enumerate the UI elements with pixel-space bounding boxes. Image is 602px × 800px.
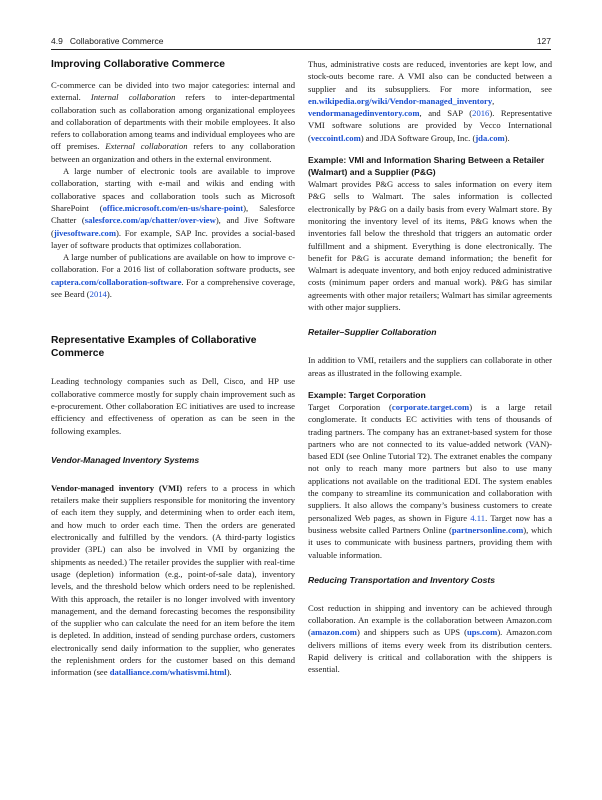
figure-reference-4-11[interactable]: 4.11 xyxy=(470,512,486,523)
left-column xyxy=(51,58,295,679)
spacer xyxy=(308,347,552,354)
heading-reducing-transportation: Reducing Transportation and Inventory Costs xyxy=(308,574,496,585)
text: ), and Jive Software ( xyxy=(51,215,295,238)
text: ). Representative VMI software solutions are provided by Vecco International ( xyxy=(308,108,552,143)
paragraph-vmi-definition xyxy=(51,482,295,679)
term-vmi: Vendor-managed inventory (VMI) xyxy=(51,482,183,493)
text: refers to any collaboration between an organization and others in the external environment. xyxy=(51,141,295,164)
text: ) and shippers such as UPS ( xyxy=(356,627,467,638)
link-vendormanagedinventory[interactable]: vendormanagedinventory.com xyxy=(308,108,420,119)
heading-example-walmart-pg: Example: VMI and Information Sharing Between a Retailer (Walmart) and a Supplier (P&G) xyxy=(308,155,545,178)
link-ups[interactable]: ups.com xyxy=(466,627,498,638)
heading-representative-examples: Representative Examples of Collaborative Commerce xyxy=(51,335,257,360)
right-column xyxy=(308,58,552,676)
paragraph-retailer-supplier: In addition to VMI, retailers and the suppliers can collaborate in other areas as illustrated in the following example. xyxy=(308,355,552,378)
text: Target Corporation ( xyxy=(308,401,392,412)
spacer xyxy=(51,475,295,482)
text: , xyxy=(492,95,495,106)
paragraph-cost-reduction xyxy=(308,602,552,676)
header-section-title: 4.9 Collaborative Commerce xyxy=(51,36,164,46)
text: A large number of publications are available on how to improve c-collaboration. For a 2016 list of collaboration software products, see xyxy=(51,252,295,275)
paragraph-electronic-tools xyxy=(51,165,295,251)
spacer xyxy=(308,313,552,326)
link-corporate-target[interactable]: corporate.target.com xyxy=(391,401,470,412)
link-jive-software[interactable]: jivesoftware.com xyxy=(53,227,116,238)
link-partnersonline[interactable]: partnersonline.com xyxy=(451,524,524,535)
paragraph-walmart-pg: Walmart provides P&G access to sales information on every item P&G sells to Walmart. The sales information is collected electronically by P&G on a daily basis from every Walmart store. By monitoring the inventory level of its items, P&G knows when the inventories fall below the threshold that triggers an automatic order fulfillment and a shipment. Everything is done electronically. The benefit for P&G is accurate demand information; the benefit for Walmart is adequate inventory, and both enjoy reduced administrative costs (minimum paper orders and manual work). P&G has similar agreements with other major retailers; Walmart has similar agreements with other major suppliers. xyxy=(308,179,552,313)
text: refers to inter-departmental collaboration such as collaboration among organizational employees and collaboration of departments with their mobile employees. It also refers to collaboration among teams and individual employees who are off premises. xyxy=(51,92,296,152)
citation-beard-2014[interactable]: 2014 xyxy=(89,289,107,300)
text: Thus, administrative costs are reduced, inventories are kept low, and stock-outs become rare. A VMI also can be conducted between a supplier and its subsuppliers. For more information, see xyxy=(308,59,552,94)
text: ). xyxy=(226,667,232,678)
text: refers to a process in which retailers make their suppliers responsible for monitoring the inventory of each item they supply, and determining when to order each item, and how much to order each time. Then the orders are generated electronically and fulfilled by the vendors. (A third-party logistics provider (3PL) can also be involved in VMI by organizing the shipments as needed.) The retailer provides the supplier with real-time usage (depletion) information (e.g., point-of-sale data), inventory levels, and the threshold below which orders need to be replenished. With this approach, the retailer is no longer involved with inventory management, and the demand forecasting becomes the responsibility of the supplier who can calculate the need for an item before the item is depleted. In addition, instead of sending purchase orders, customers electronically send daily information to the supplier, who generates the replenishment orders for the customer based on this demand information (see xyxy=(51,482,295,678)
header-page-number: 127 xyxy=(536,36,551,46)
link-sharepoint[interactable]: office.microsoft.com/en-us/share-point xyxy=(102,202,244,213)
text: C-commerce can be divided into two major categories: internal and external. xyxy=(51,80,295,103)
spacer xyxy=(51,368,295,375)
text: ), which it uses to communicate with business partners, providing them with valuable information. xyxy=(308,524,552,560)
link-captera[interactable]: captera.com/collaboration-software xyxy=(51,276,182,287)
paragraph-vmi-benefits xyxy=(308,58,552,144)
paragraph-c-commerce-categories xyxy=(51,79,295,165)
text: Cost reduction in shipping and inventory can be achieved through collaboration. An example is the collaboration between Amazon.com ( xyxy=(308,602,552,638)
paragraph-target xyxy=(308,401,552,561)
term-external-collaboration: External collaboration xyxy=(105,141,188,152)
running-header xyxy=(51,36,551,48)
text: . Target now has a business website called Partners Online ( xyxy=(308,512,553,535)
spacer xyxy=(308,144,552,154)
citation-sap-2016[interactable]: 2016 xyxy=(472,108,490,119)
spacer xyxy=(308,379,552,389)
spacer xyxy=(51,300,295,334)
link-salesforce-chatter[interactable]: salesforce.com/ap/chatter/over-view xyxy=(84,215,216,226)
link-wikipedia-vmi[interactable]: en.wikipedia.org/wiki/Vendor-managed_inventory xyxy=(308,95,493,106)
text: . For a comprehensive coverage, see Beard ( xyxy=(51,276,295,300)
spacer xyxy=(51,437,295,454)
text: A large number of electronic tools are available to improve collaboration, starting with e-mail and wikis and ending with collaborative spaces and collaboration tools such as Microsoft SharePoint ( xyxy=(51,166,295,213)
link-amazon[interactable]: amazon.com xyxy=(310,627,357,638)
heading-vendor-managed-inventory: Vendor-Managed Inventory Systems xyxy=(51,454,200,465)
heading-retailer-supplier-collaboration: Retailer–Supplier Collaboration xyxy=(308,327,437,338)
heading-example-target: Example: Target Corporation xyxy=(308,389,426,400)
term-internal-collaboration: Internal collaboration xyxy=(90,92,176,103)
text: ). For example, SAP Inc. provides a social-based layer of software products that optimizes collaboration. xyxy=(51,227,295,250)
text: ), Salesforce Chatter ( xyxy=(51,202,295,226)
text: ) and JDA Software Group, Inc. ( xyxy=(360,132,476,143)
paragraph-leading-companies: Leading technology companies such as Dell, Cisco, and HP use collaborative commerce mostly for supply chain improvement such as e-procurement. Other collaboration EC initiatives are used to increase efficiency and effectiveness of operation as can be seen in the following examples. xyxy=(51,376,295,436)
link-jda[interactable]: jda.com xyxy=(475,132,505,143)
link-veccointl[interactable]: veccointl.com xyxy=(310,132,361,143)
link-datalliance[interactable]: datalliance.com/whatisvmi.html xyxy=(109,667,227,678)
heading-improving-collaborative-commerce: Improving Collaborative Commerce xyxy=(51,59,225,70)
header-rule xyxy=(51,49,551,50)
spacer xyxy=(308,595,552,602)
text: , and SAP ( xyxy=(419,108,473,119)
text: ). xyxy=(504,132,510,143)
text: ). Amazon.com delivers millions of items every week from its distribution centers. Rapid delivery is critical and collaboration with the shippers is essential. xyxy=(308,627,553,675)
paragraph-publications xyxy=(51,251,295,300)
text: ). xyxy=(106,289,112,300)
spacer xyxy=(308,561,552,574)
text: ) is a large retail conglomerate. It conducts EC activities with tens of thousands of trading partners. The company has an extranet-based system for those partners who are not connected to its value-added network (VAN)-based EDI (see Online Tutorial T2). The extranet enables the company not only to reach many more partners but also to use many applications not available on the traditional EDI. The system enables the company to streamline its communication and collaboration with suppliers. It also allows the company’s business customers to create personalized Web pages, as shown in Figure xyxy=(308,401,552,523)
